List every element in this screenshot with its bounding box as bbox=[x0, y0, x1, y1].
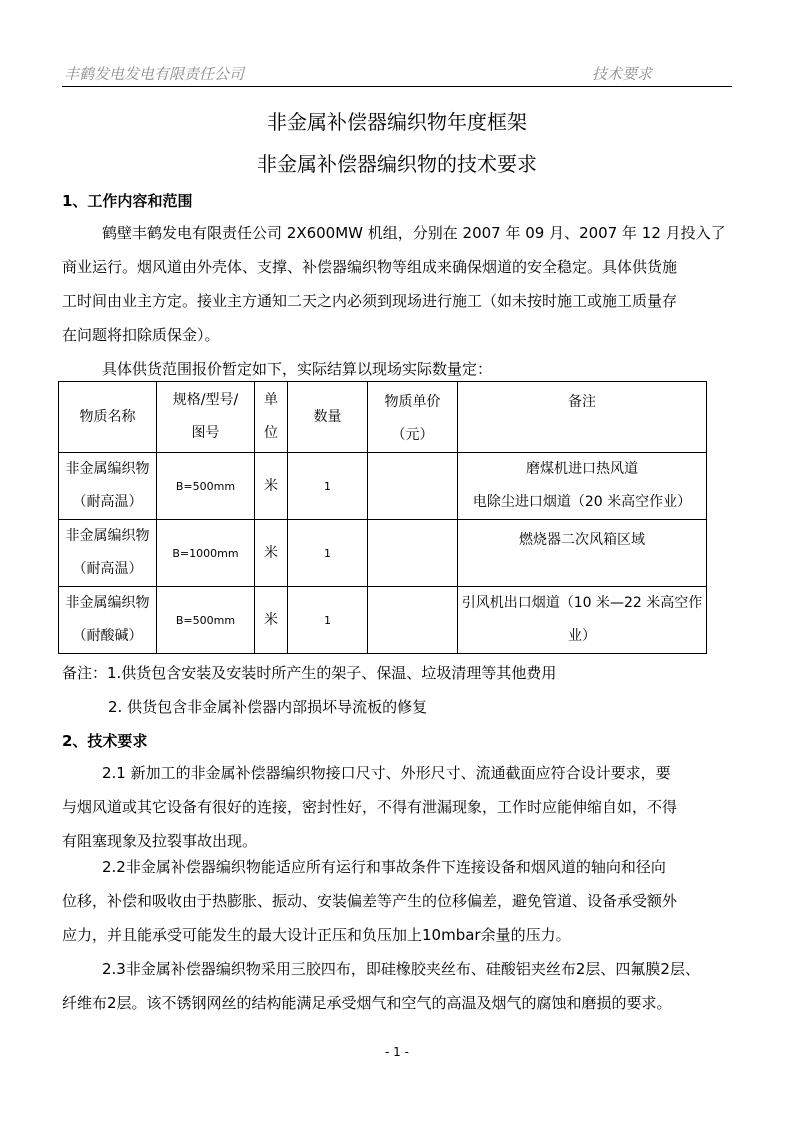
section1-line: 鹤壁丰鹤发电有限责任公司 2X600MW 机组，分别在 2007 年 09 月、2007 年 12 月投入了 bbox=[102, 224, 726, 242]
cell-name: 非金属编织物 （耐酸碱） bbox=[59, 587, 157, 654]
cell-price bbox=[368, 520, 458, 587]
header-company: 丰鹤发电发电有限责任公司 bbox=[64, 65, 245, 83]
section2-line: 有阻塞现象及拉裂事故出现。 bbox=[62, 832, 258, 850]
cell-name: 非金属编织物 （耐高温） bbox=[59, 453, 157, 520]
section1-heading: 1、工作内容和范围 bbox=[62, 192, 193, 210]
header-price: 物质单价 （元） bbox=[368, 382, 458, 453]
table-row bbox=[59, 453, 707, 520]
cell-spec: B=500mm bbox=[157, 453, 255, 520]
section1-line: 工时间由业主方定。接业主方通知二天之内必须到现场进行施工（如未按时施工或施工质量存 bbox=[62, 292, 678, 310]
cell-note: 引风机出口烟道（10 米—22 米高空作 业） bbox=[458, 587, 707, 654]
cell-qty: 1 bbox=[288, 587, 368, 654]
header-note: 备注 bbox=[458, 382, 707, 453]
section2-line: 与烟风道或其它设备有很好的连接，密封性好，不得有泄漏现象，工作时应能伸缩自如，不得 bbox=[62, 798, 678, 816]
cell-note: 燃烧器二次风箱区域 bbox=[458, 520, 707, 587]
cell-note: 磨煤机进口热风道 电除尘进口烟道（20 米高空作业） bbox=[458, 453, 707, 520]
header-name: 物质名称 bbox=[59, 382, 157, 453]
section2-line: 位移，补偿和吸收由于热膨胀、振动、安装偏差等产生的位移偏差，避免管道、设备承受额外 bbox=[62, 892, 678, 910]
section1-line: 商业运行。烟风道由外壳体、支撑、补偿器编织物等组成来确保烟道的安全稳定。具体供货施 bbox=[62, 258, 678, 276]
cell-name: 非金属编织物 （耐高温） bbox=[59, 520, 157, 587]
cell-price bbox=[368, 453, 458, 520]
cell-unit: 米 bbox=[255, 453, 288, 520]
cell-spec: B=500mm bbox=[157, 587, 255, 654]
note-line: 备注：1.供货包含安装及安装时所产生的架子、保温、垃圾清理等其他费用 bbox=[62, 664, 557, 682]
section1-line: 具体供货范围报价暂定如下，实际结算以现场实际数量定： bbox=[102, 360, 493, 378]
note-line: 2. 供货包含非金属补偿器内部损坏导流板的修复 bbox=[108, 698, 428, 716]
supply-table bbox=[58, 381, 707, 654]
section2-heading: 2、技术要求 bbox=[62, 732, 148, 750]
table-row bbox=[59, 587, 707, 654]
cell-spec: B=1000mm bbox=[157, 520, 255, 587]
header-section: 技术要求 bbox=[592, 65, 653, 83]
section2-line: 2.2非金属补偿器编织物能适应所有运行和事故条件下连接设备和烟风道的轴向和径向 bbox=[102, 858, 666, 876]
cell-qty: 1 bbox=[288, 453, 368, 520]
page-number: - 1 - bbox=[385, 1045, 409, 1059]
cell-price bbox=[368, 587, 458, 654]
page-header bbox=[62, 60, 732, 87]
cell-unit: 米 bbox=[255, 587, 288, 654]
section2-line: 应力，并且能承受可能发生的最大设计正压和负压加上10mbar余量的压力。 bbox=[62, 926, 571, 944]
main-title: 非金属补偿器编织物年度框架 bbox=[267, 110, 527, 134]
sub-title: 非金属补偿器编织物的技术要求 bbox=[257, 152, 537, 176]
header-spec: 规格/型号/ 图号 bbox=[157, 382, 255, 453]
cell-unit: 米 bbox=[255, 520, 288, 587]
section1-line: 在问题将扣除质保金）。 bbox=[62, 326, 220, 344]
section2-line: 2.1 新加工的非金属补偿器编织物接口尺寸、外形尺寸、流通截面应符合设计要求，要 bbox=[102, 764, 671, 782]
header-qty: 数量 bbox=[288, 382, 368, 453]
cell-qty: 1 bbox=[288, 520, 368, 587]
table-row bbox=[59, 520, 707, 587]
section2-line: 纤维布2层。该不锈钢网丝的结构能满足承受烟气和空气的高温及烟气的腐蚀和磨损的要求。 bbox=[62, 994, 672, 1012]
header-unit: 单 位 bbox=[255, 382, 288, 453]
table-header-row bbox=[59, 382, 707, 453]
section2-line: 2.3非金属补偿器编织物采用三胶四布，即硅橡胶夹丝布、硅酸铝夹丝布2层、四氟膜2层、 bbox=[102, 960, 700, 978]
